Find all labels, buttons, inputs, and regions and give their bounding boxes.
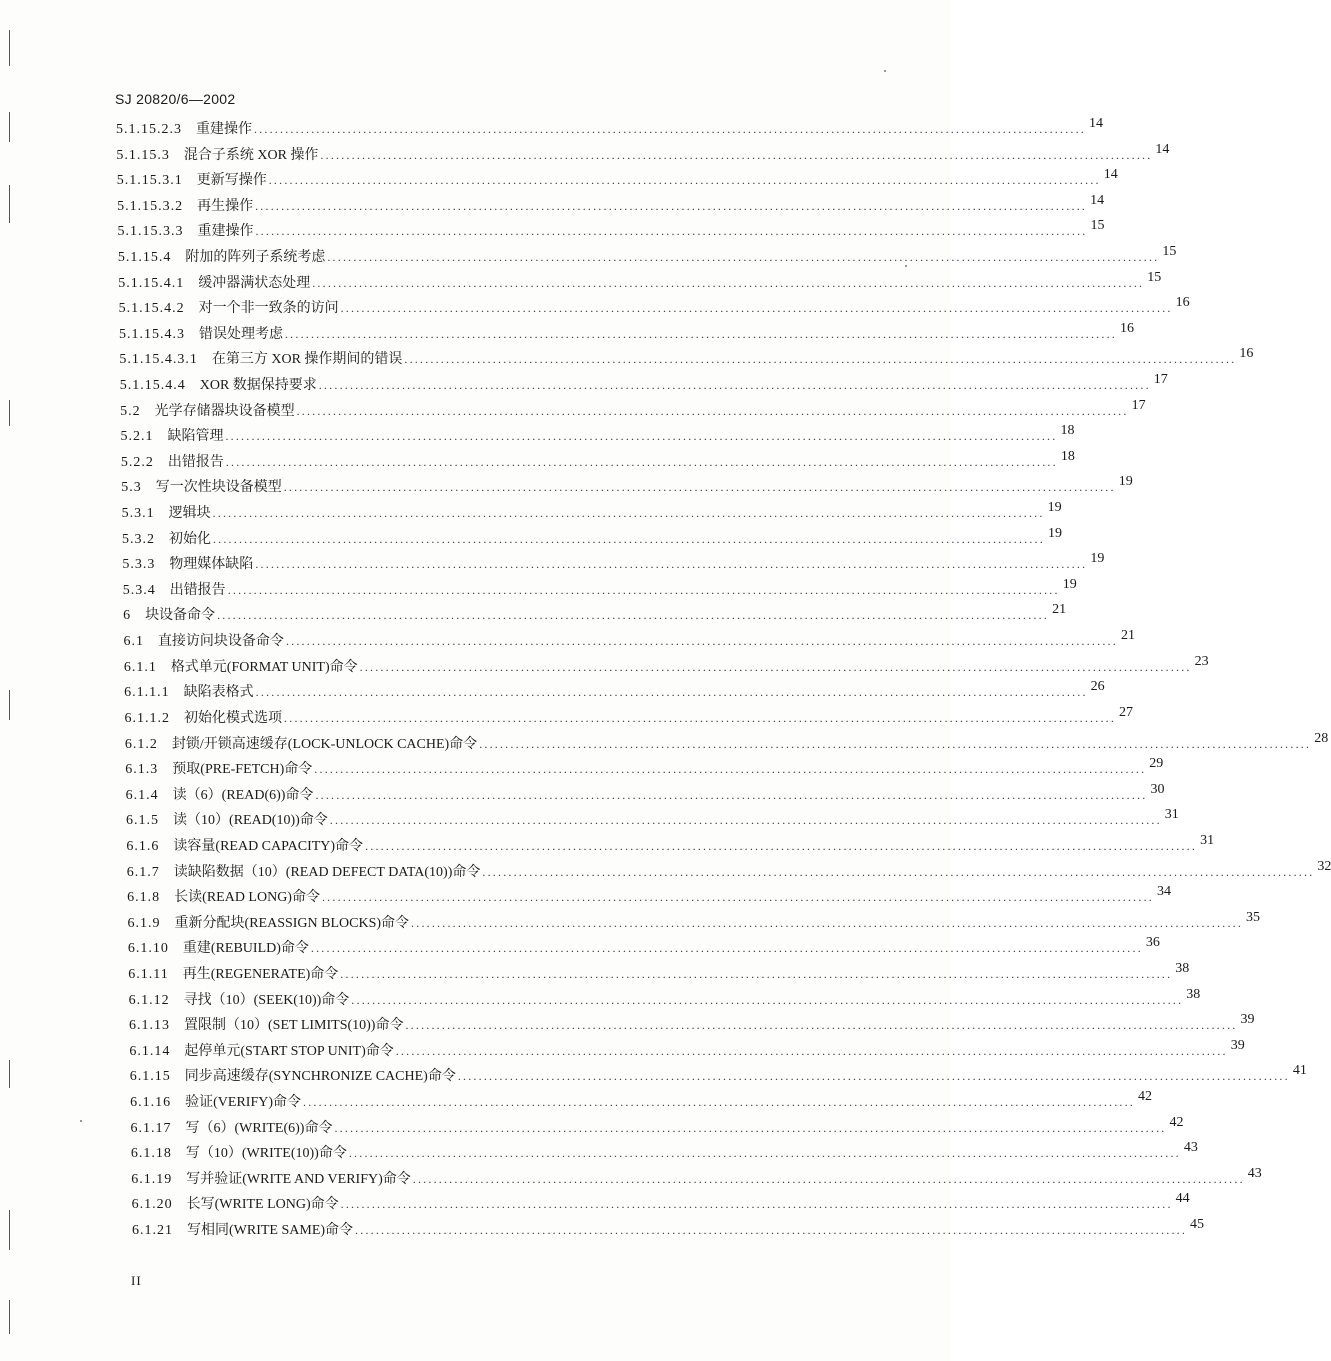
- toc-entry-title: 出错报告: [169, 582, 226, 598]
- toc-entry: [120, 448, 1075, 473]
- toc-entry-page: 15: [1162, 244, 1177, 260]
- toc-entry: [124, 679, 1105, 703]
- toc-entry-number: 5.2.2: [120, 454, 154, 470]
- toc-entry-number: 6.1.3: [125, 762, 159, 778]
- toc-leader-dots: ................................................................................................................................................................: [217, 608, 1050, 623]
- toc-entry-title: 写一次性块设备模型: [155, 480, 282, 496]
- toc-leader-dots: ................................................................................................................................................................: [351, 992, 1184, 1007]
- toc-entry-number: 6.1.10: [127, 941, 169, 957]
- toc-entry-title: 置限制（10）(SET LIMITS(10))命令: [184, 1018, 404, 1034]
- toc-entry-title: 逻辑块: [168, 506, 211, 522]
- toc-entry-page: 35: [1246, 909, 1261, 925]
- toc-entry-page: 16: [1175, 295, 1190, 311]
- toc-leader-dots: ................................................................................................................................................................: [212, 531, 1045, 546]
- toc-entry-number: 6.1.9: [127, 915, 161, 931]
- toc-entry-page: 38: [1186, 986, 1201, 1002]
- toc-leader-dots: ................................................................................................................................................................: [314, 762, 1147, 777]
- toc-entry: [127, 884, 1171, 908]
- toc-entry-number: 6.1.6: [126, 838, 160, 854]
- toc-entry: [131, 1191, 1190, 1215]
- toc-leader-dots: ................................................................................................................................................................: [329, 813, 1162, 828]
- toc-entry-page: 43: [1183, 1140, 1198, 1156]
- toc-entry-title: 缺陷表格式: [183, 685, 254, 701]
- toc-entry-number: 5.1.15.4.4: [119, 378, 186, 394]
- toc-entry-title: 长读(READ LONG)命令: [174, 890, 320, 906]
- toc-entry-page: 14: [1155, 141, 1170, 157]
- toc-entry-number: 5.1.15.2.3: [116, 122, 182, 137]
- toc-leader-dots: ................................................................................................................................................................: [227, 582, 1060, 597]
- toc-leader-dots: ................................................................................................................................................................: [285, 634, 1118, 649]
- toc-entry-page: 44: [1175, 1191, 1190, 1207]
- standard-code-header: SJ 20820/6—2002: [115, 91, 236, 107]
- toc-entry-title: 附加的阵列子系统考虑: [185, 250, 326, 266]
- toc-leader-dots: ................................................................................................................................................................: [457, 1069, 1290, 1084]
- toc-entry-page: 38: [1175, 960, 1190, 976]
- toc-entry-title: 读容量(READ CAPACITY)命令: [173, 838, 364, 854]
- toc-leader-dots: ................................................................................................................................................................: [340, 301, 1173, 316]
- toc-entry-page: 16: [1239, 346, 1254, 362]
- toc-entry-number: 6.1.15: [129, 1069, 171, 1085]
- toc-entry-title: 出错报告: [167, 454, 224, 470]
- toc-entry-title: 长写(WRITE LONG)命令: [186, 1197, 339, 1213]
- toc-entry-page: 18: [1060, 423, 1075, 439]
- toc-entry-number: 5.1.15.3.1: [116, 173, 183, 189]
- toc-entry-title: 预取(PRE-FETCH)命令: [172, 762, 313, 778]
- toc-entry-title: 重新分配块(REASSIGN BLOCKS)命令: [174, 915, 410, 931]
- toc-entry-title: 寻找（10）(SEEK(10))命令: [183, 992, 350, 1008]
- toc-entry-number: 5.1.15.4.3: [118, 326, 185, 342]
- toc-entry-number: 5.1.15.4: [117, 250, 172, 266]
- toc-entry-number: 5.1.15.4.3.1: [119, 352, 198, 368]
- toc-entry-title: 重建(REBUILD)命令: [182, 941, 309, 957]
- toc-entry-number: 5.2: [120, 403, 141, 419]
- toc-leader-dots: ................................................................................................................................................................: [321, 890, 1154, 905]
- toc-entry-title: 块设备命令: [145, 608, 216, 624]
- toc-entry-page: 14: [1089, 116, 1103, 131]
- toc-entry-title: 再生(REGENERATE)命令: [182, 966, 339, 982]
- toc-leader-dots: ................................................................................................................................................................: [254, 122, 1086, 136]
- toc-entry-page: 29: [1149, 756, 1164, 772]
- toc-entry-page: 14: [1090, 192, 1105, 208]
- toc-entry: [122, 551, 1105, 575]
- toc-entry: [121, 500, 1062, 524]
- toc-entry-page: 45: [1190, 1217, 1205, 1232]
- toc-entry-number: 5.3: [121, 480, 142, 496]
- toc-entry: [129, 1037, 1245, 1062]
- toc-leader-dots: ................................................................................................................................................................: [255, 685, 1088, 700]
- toc-entry-number: 6.1.5: [126, 813, 160, 829]
- toc-leader-dots: ................................................................................................................................................................: [315, 787, 1148, 802]
- toc-entry-number: 5.2.1: [120, 429, 154, 445]
- toc-entry: [118, 320, 1134, 345]
- toc-entry-title: 更新写操作: [196, 173, 267, 189]
- toc-entry-number: 6.1.1.1: [124, 685, 170, 701]
- toc-entry-number: 6.1: [123, 634, 144, 650]
- toc-entry: [116, 167, 1118, 191]
- toc-entry-page: 34: [1156, 884, 1171, 900]
- toc-entry-title: 读缺陷数据（10）(READ DEFECT DATA(10))命令: [173, 864, 481, 880]
- toc-entry-page: 19: [1090, 551, 1105, 567]
- toc-leader-dots: ................................................................................................................................................................: [255, 198, 1088, 213]
- toc-entry: [124, 704, 1134, 729]
- toc-entry-title: 缓冲器满状态处理: [198, 275, 311, 291]
- toc-entry-title: 写（10）(WRITE(10))命令: [185, 1146, 347, 1162]
- toc-entry: [130, 1140, 1198, 1164]
- toc-leader-dots: ................................................................................................................................................................: [255, 557, 1088, 572]
- toc-leader-dots: ................................................................................................................................................................: [355, 1223, 1188, 1237]
- toc-entry-number: 5.1.15.4.1: [118, 275, 185, 291]
- toc-leader-dots: ................................................................................................................................................................: [412, 1171, 1245, 1186]
- toc-entry: [117, 218, 1105, 242]
- toc-entry-page: 30: [1150, 781, 1165, 797]
- toc-entry-title: 同步高速缓存(SYNCHRONIZE CACHE)命令: [184, 1069, 456, 1085]
- toc-entry-title: 写（6）(WRITE(6))命令: [185, 1120, 333, 1136]
- toc-leader-dots: ................................................................................................................................................................: [255, 224, 1088, 239]
- toc-leader-dots: ................................................................................................................................................................: [327, 250, 1160, 265]
- toc-entry-page: 27: [1119, 704, 1134, 720]
- toc-entry-number: 5.1.15.3.2: [117, 198, 184, 214]
- toc-entry: [123, 602, 1067, 626]
- toc-leader-dots: ................................................................................................................................................................: [395, 1043, 1228, 1058]
- toc-entry-title: 写相同(WRITE SAME)命令: [187, 1223, 354, 1238]
- toc-leader-dots: ................................................................................................................................................................: [348, 1146, 1181, 1161]
- toc-entry-page: 15: [1090, 218, 1105, 234]
- toc-entry-page: 19: [1047, 525, 1062, 541]
- toc-entry-title: 物理媒体缺陷: [169, 557, 254, 573]
- toc-entry-title: 起停单元(START STOP UNIT)命令: [184, 1043, 394, 1059]
- toc-entry-number: 6.1.16: [130, 1094, 172, 1110]
- toc-leader-dots: ................................................................................................................................................................: [405, 1018, 1238, 1033]
- toc-entry: [125, 781, 1165, 806]
- toc-entry: [120, 397, 1146, 422]
- toc-entry-page: 39: [1230, 1037, 1245, 1053]
- toc-entry-page: 21: [1052, 602, 1067, 618]
- toc-entry: [116, 141, 1170, 166]
- toc-entry: [128, 986, 1201, 1011]
- toc-entry-page: 28: [1314, 730, 1329, 746]
- toc-leader-dots: ................................................................................................................................................................: [482, 864, 1315, 879]
- toc-entry-title: 重建操作: [196, 122, 252, 137]
- toc-entry-number: 6.1.19: [131, 1171, 173, 1187]
- toc-entry-title: 初始化模式选项: [184, 710, 283, 726]
- toc-entry-page: 19: [1047, 500, 1062, 516]
- toc-entry-number: 6.1.17: [130, 1120, 172, 1136]
- toc-entry-page: 42: [1138, 1088, 1153, 1104]
- toc-entry: [131, 1165, 1262, 1190]
- toc-entry-page: 15: [1147, 269, 1162, 285]
- toc-entry-page: 41: [1292, 1063, 1307, 1079]
- toc-entry: [126, 807, 1179, 831]
- toc-entry: [118, 269, 1162, 294]
- toc-entry-page: 26: [1090, 679, 1105, 695]
- toc-entry-page: 16: [1119, 320, 1134, 336]
- toc-entry-title: 光学存储器块设备模型: [154, 403, 295, 419]
- toc-leader-dots: ................................................................................................................................................................: [310, 941, 1143, 956]
- toc-entry-number: 5.1.15.3: [116, 147, 170, 163]
- toc-entry-number: 6.1.1.2: [124, 710, 171, 726]
- toc-entry: [126, 832, 1215, 857]
- toc-entry: [126, 858, 1331, 883]
- toc-entry-title: 写并验证(WRITE AND VERIFY)命令: [186, 1171, 411, 1187]
- toc-leader-dots: ................................................................................................................................................................: [268, 173, 1101, 188]
- toc-entry: [127, 909, 1261, 934]
- toc-leader-dots: ................................................................................................................................................................: [404, 352, 1237, 367]
- toc-entry: [128, 960, 1190, 985]
- toc-entry-number: 6.1.8: [127, 890, 161, 906]
- toc-leader-dots: ................................................................................................................................................................: [318, 378, 1151, 393]
- toc-entry-page: 36: [1145, 935, 1160, 951]
- toc-entry-number: 6.1.20: [131, 1197, 173, 1213]
- toc-entry: [118, 295, 1190, 319]
- toc-leader-dots: ................................................................................................................................................................: [479, 736, 1312, 751]
- toc-entry-page: 43: [1247, 1165, 1262, 1181]
- toc-entry: [119, 346, 1254, 370]
- toc-entry: [127, 935, 1160, 959]
- toc-entry-page: 14: [1103, 167, 1118, 183]
- toc-entry: [123, 628, 1135, 652]
- toc-entry: [125, 756, 1164, 780]
- toc-entry-title: 读（10）(READ(10))命令: [173, 813, 328, 829]
- toc-entry-number: 6: [123, 608, 132, 624]
- toc-entry-number: 5.3.3: [122, 557, 156, 573]
- toc-entry-title: 封锁/开锁高速缓存(LOCK-UNLOCK CACHE)命令: [171, 736, 478, 752]
- toc-entry: [123, 653, 1209, 678]
- toc-entry-page: 31: [1164, 807, 1179, 823]
- toc-entry-title: 对一个非一致条的访问: [198, 301, 339, 317]
- toc-entry-title: 在第三方 XOR 操作期间的错误: [211, 352, 403, 368]
- toc-leader-dots: ................................................................................................................................................................: [359, 659, 1192, 674]
- toc-entry-page: 42: [1169, 1114, 1184, 1130]
- toc-leader-dots: ................................................................................................................................................................: [365, 838, 1198, 853]
- page-number-footer: II: [131, 1273, 142, 1288]
- toc-leader-dots: ................................................................................................................................................................: [334, 1120, 1167, 1135]
- toc-leader-dots: ................................................................................................................................................................: [225, 454, 1058, 469]
- toc-entry-title: 缺陷管理: [167, 429, 224, 445]
- toc-entry-title: 混合子系统 XOR 操作: [183, 147, 319, 163]
- toc-entry: [116, 116, 1103, 140]
- toc-entry-title: XOR 数据保持要求: [199, 378, 317, 394]
- toc-entry-number: 6.1.7: [126, 864, 160, 880]
- toc-entry-number: 6.1.14: [129, 1043, 171, 1059]
- toc-entry: [132, 1217, 1205, 1241]
- toc-leader-dots: ................................................................................................................................................................: [284, 326, 1117, 341]
- toc-entry: [130, 1114, 1184, 1139]
- toc-entry: [119, 372, 1168, 396]
- toc-entry: [121, 525, 1062, 550]
- toc-entry-page: 32: [1317, 858, 1331, 874]
- toc-entry-page: 17: [1131, 397, 1146, 413]
- toc-entry-number: 6.1.4: [125, 787, 159, 803]
- toc-entry-number: 5.1.15.3.3: [117, 224, 184, 240]
- toc-leader-dots: ................................................................................................................................................................: [225, 429, 1058, 444]
- toc-leader-dots: ................................................................................................................................................................: [296, 403, 1129, 418]
- toc-entry-page: 17: [1153, 372, 1168, 388]
- toc-entry-number: 5.3.2: [121, 531, 155, 547]
- toc-entry-title: 格式单元(FORMAT UNIT)命令: [170, 659, 358, 675]
- toc-entry-number: 6.1.11: [128, 966, 169, 982]
- toc-entry-title: 读（6）(READ(6))命令: [172, 787, 314, 803]
- toc-entry-number: 6.1.18: [130, 1146, 172, 1162]
- toc-entry: [122, 576, 1077, 601]
- toc-entry-number: 6.1.13: [129, 1018, 171, 1034]
- toc-entry: [120, 423, 1075, 447]
- toc-leader-dots: ................................................................................................................................................................: [284, 710, 1117, 725]
- toc-entry: [121, 474, 1133, 498]
- toc-entry-number: 6.1.12: [128, 992, 170, 1008]
- toc-entry-page: 31: [1200, 832, 1215, 848]
- toc-entry-number: 5.3.1: [121, 506, 155, 522]
- toc-entry-title: 错误处理考虑: [198, 326, 283, 342]
- toc-leader-dots: ................................................................................................................................................................: [320, 147, 1153, 162]
- toc-entry-title: 验证(VERIFY)命令: [185, 1094, 302, 1110]
- toc-entry-title: 初始化: [168, 531, 211, 547]
- toc-leader-dots: ................................................................................................................................................................: [303, 1094, 1136, 1109]
- toc-entry-page: 19: [1118, 474, 1133, 490]
- toc-entry-number: 5.1.15.4.2: [118, 301, 185, 317]
- toc-leader-dots: ................................................................................................................................................................: [212, 506, 1045, 521]
- toc-entry: [124, 730, 1329, 755]
- toc-leader-dots: ................................................................................................................................................................: [340, 966, 1173, 981]
- toc-entry-page: 19: [1062, 576, 1077, 592]
- toc-leader-dots: ................................................................................................................................................................: [411, 915, 1244, 930]
- toc-leader-dots: ................................................................................................................................................................: [340, 1197, 1173, 1212]
- toc-leader-dots: ................................................................................................................................................................: [283, 480, 1116, 495]
- toc-entry-title: 再生操作: [197, 198, 254, 214]
- toc-entry-title: 直接访问块设备命令: [157, 634, 284, 650]
- toc-entry-number: 5.3.4: [122, 582, 156, 598]
- toc-entry-number: 6.1.2: [124, 736, 158, 752]
- toc-entry: [129, 1012, 1255, 1036]
- toc-entry-page: 21: [1120, 628, 1135, 644]
- toc-leader-dots: ................................................................................................................................................................: [312, 275, 1145, 290]
- toc-entry-page: 23: [1194, 653, 1209, 669]
- toc-entry: [129, 1063, 1307, 1087]
- toc-entry-page: 18: [1060, 448, 1075, 464]
- toc-entry-number: 6.1.21: [132, 1223, 173, 1238]
- toc-entry-page: 39: [1240, 1012, 1255, 1028]
- toc-entry: [117, 192, 1105, 217]
- toc-entry: [130, 1088, 1153, 1113]
- toc-entry-number: 6.1.1: [123, 659, 157, 675]
- toc-entry: [117, 244, 1177, 268]
- toc-entry-title: 重建操作: [197, 224, 254, 240]
